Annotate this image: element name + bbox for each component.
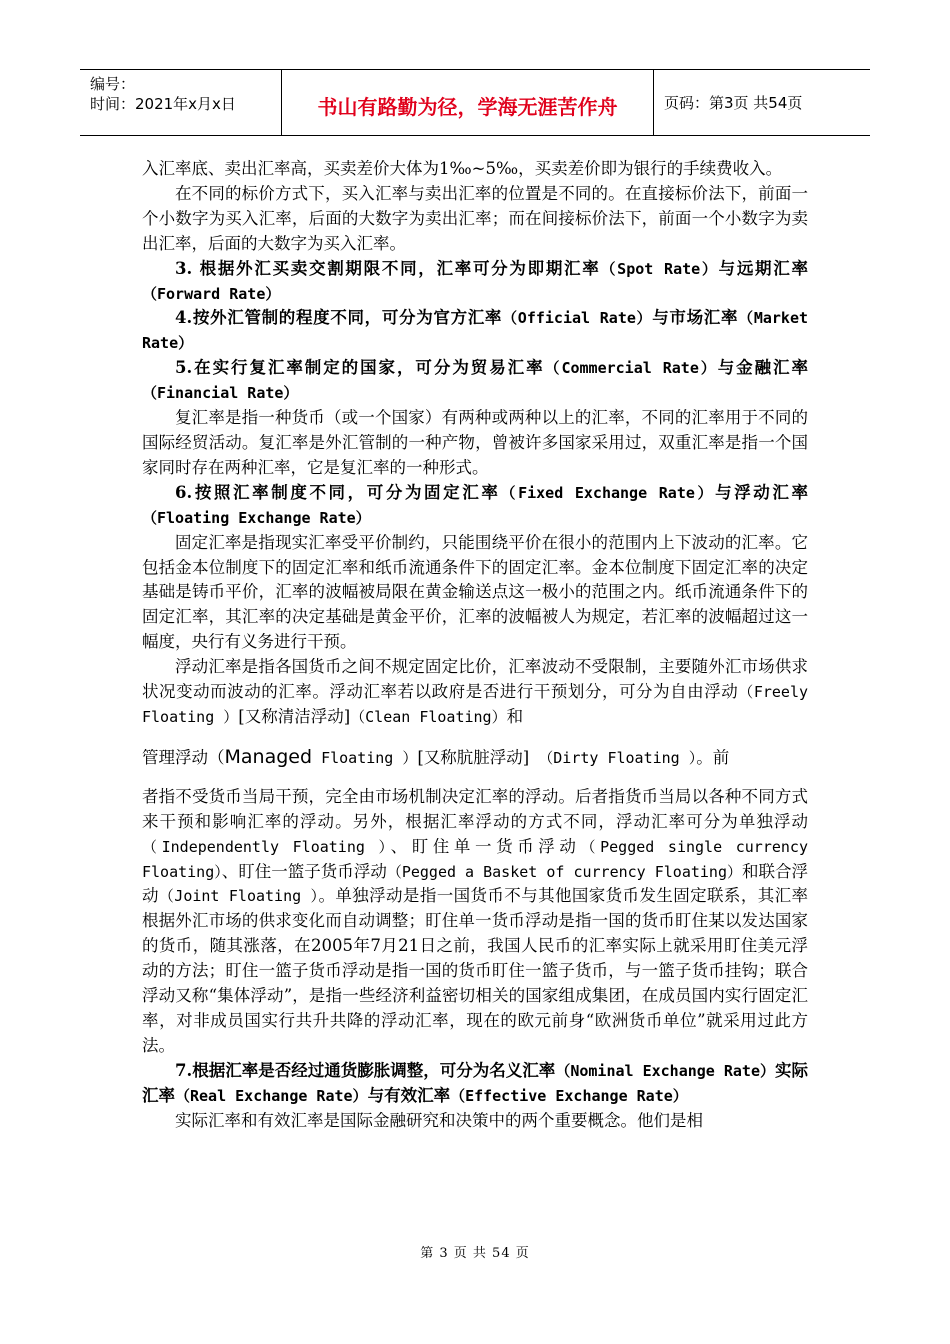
term-pegged-basket: （Pegged a Basket of currency Floating） [386, 862, 742, 881]
header-motto: 书山有路勤为径，学海无涯苦作舟 [282, 70, 654, 135]
paragraph-fixed-rate: 固定汇率是指现实汇率受平价制约，只能围绕平价在很小的范围内上下波动的汇率。它包括金本位制度下的固定汇率和纸币流通条件下的固定汇率。金本位制度下固定汇率的决定基础是铸币平价，汇率的波幅被局限在黄金输送点这一极小的范围之内。纸币流通条件下的固定汇率，其汇率的决定基础是黄金平价，汇率的波幅被人为规定，若汇率的波幅超过这一幅度，央行有义务进行干预。 [142, 532, 808, 652]
heading-3-text: 3. 根据外汇买卖交割期限不同，汇率可分为即期汇率 [175, 258, 601, 278]
paragraph-multiple-rates: 复汇率是指一种货币（或一个国家）有两种或两种以上的汇率，不同的汇率用于不同的国际经贸活动。复汇率是外汇管制的一种产物，曾被许多国家采用过，双重汇率是指一个国家同时存在两种汇率，它是复汇率的一种形式。 [142, 408, 808, 477]
heading-6-text: 6.按照汇率制度不同，可分为固定汇率 [175, 482, 501, 502]
heading-4-text: 4.按外汇管制的程度不同，可分为官方汇率 [175, 308, 503, 328]
page-footer: 第 3 页 共 54 页 [420, 1246, 530, 1261]
heading-3-term-spot: （Spot Rate） [600, 259, 719, 278]
heading-7-term-nominal: （Nominal Exchange Rate） [555, 1061, 775, 1080]
paragraph-quote-positions: 在不同的标价方式下，买入汇率与卖出汇率的位置是不同的。在直接标价法下，前面一个小数字为买入汇率，后面的大数字为卖出汇率；而在间接标价法下，前面一个小数字为卖出汇率，后面的大数字为买入汇率。 [142, 183, 808, 253]
heading-6 [142, 481, 808, 531]
header-meta [80, 70, 282, 135]
heading-5-text-2: 与金融汇率 [717, 358, 808, 378]
term-clean-floating: （Clean Floating） [350, 707, 507, 726]
term-joint-floating: （Joint Floating ） [158, 887, 319, 906]
heading-4-term-market: （Market Rate） [142, 309, 809, 353]
heading-7-term-real: （Real Exchange Rate） [175, 1086, 368, 1105]
document-body [142, 157, 808, 1134]
heading-7: 7.根据汇率是否经过通货膨胀调整，可分为名义汇率（Nominal Exchange Rate）实际汇率（Real Exchange Rate）与有效汇率（Effective Exchange Rate） [142, 1060, 808, 1105]
paragraph-real-effective: 实际汇率和有效汇率是国际金融研究和决策中的两个重要概念。他们是相 [175, 1110, 703, 1130]
heading-5-term-commercial: （Commercial Rate） [544, 359, 718, 378]
term-freely-floating: （Freely Floating ） [142, 683, 809, 726]
term-independently-floating: （Independently Floating ） [142, 837, 391, 856]
term-managed: Managed [224, 745, 313, 768]
paragraph-floating-types: 者指不受货币当局干预，完全由市场机制决定汇率的浮动。后者指货币当局以各种不同方式来干预和影响汇率的浮动。另外，根据汇率浮动的方式不同，浮动汇率可分为单独浮动（Independently Floating ）、盯住单一货币浮动（Pegged single currency Floating）、盯住一篮子货币浮动（Pegged a Basket of currency Floating）和联合浮动（Joint Floating ）。单独浮动是指一国货币不与其他国家货币发生固定联系，其汇率根据外汇市场的供求变化而自动调整；盯住单一货币浮动是指一国的货币盯住某以发达国家的货币，随其涨落，在2005年7月21日之前，我国人民币的汇率实际上就采用盯住美元浮动的方法；盯住一篮子货币浮动是指一国的货币盯住一篮子货币，与一篮子货币挂钩；联合浮动又称“集体浮动”，是指一些经济利益密切相关的国家组成集团，在成员国内实行固定汇率，对非成员国实行共升共降的浮动汇率，现在的欧元前身“欧洲货币单位”就采用过此方法。 [142, 786, 809, 1055]
heading-6-text-2: 与浮动汇率 [715, 482, 809, 502]
term-dirty-floating: （Dirty Floating ） [529, 748, 697, 767]
term-pegged-single: （Pegged single currency Floating） [142, 837, 808, 881]
heading-3 [142, 257, 808, 307]
time-label: 时间：2021年x月x日 [90, 95, 236, 113]
paragraph-continued: 入汇率底、卖出汇率高，买卖差价大体为1‰~5‰，买卖差价即为银行的手续费收入。 [142, 159, 783, 178]
heading-4-term-official: （Official Rate） [502, 309, 653, 328]
page-header [80, 69, 870, 136]
doc-number-label: 编号： [90, 75, 136, 93]
header-page-info: 页码：第3页 共54页 [664, 94, 803, 112]
heading-6-term-floating: （Floating Exchange Rate） [142, 508, 371, 527]
heading-3-term-forward: （Forward Rate） [142, 284, 281, 303]
heading-6-term-fixed: （Fixed Exchange Rate） [500, 483, 716, 502]
heading-7-term-effective: （Effective Exchange Rate） [450, 1086, 688, 1105]
heading-5 [142, 356, 808, 406]
paragraph-floating-rate: 浮动汇率是指各国货币之间不规定固定比价，汇率波动不受限制，主要随外汇市场供求状况变动而波动的汇率。浮动汇率若以政府是否进行干预划分，可分为自由浮动（Freely Floating ）[又称清洁浮动]（Clean Floating）和 [142, 657, 809, 726]
term-managed-floating: Floating ） [312, 748, 418, 767]
heading-3-text-2: 与远期汇率 [718, 258, 808, 278]
heading-4-text-2: 与市场汇率 [652, 308, 739, 328]
paragraph-managed-floating-line: 管理浮动（Managed Floating ）[又称肮脏浮动] （Dirty Floating ）。前 [142, 745, 730, 768]
heading-5-term-financial: （Financial Rate） [142, 384, 299, 403]
heading-5-text: 5.在实行复汇率制定的国家，可分为贸易汇率 [175, 358, 545, 378]
heading-4 [142, 306, 808, 356]
